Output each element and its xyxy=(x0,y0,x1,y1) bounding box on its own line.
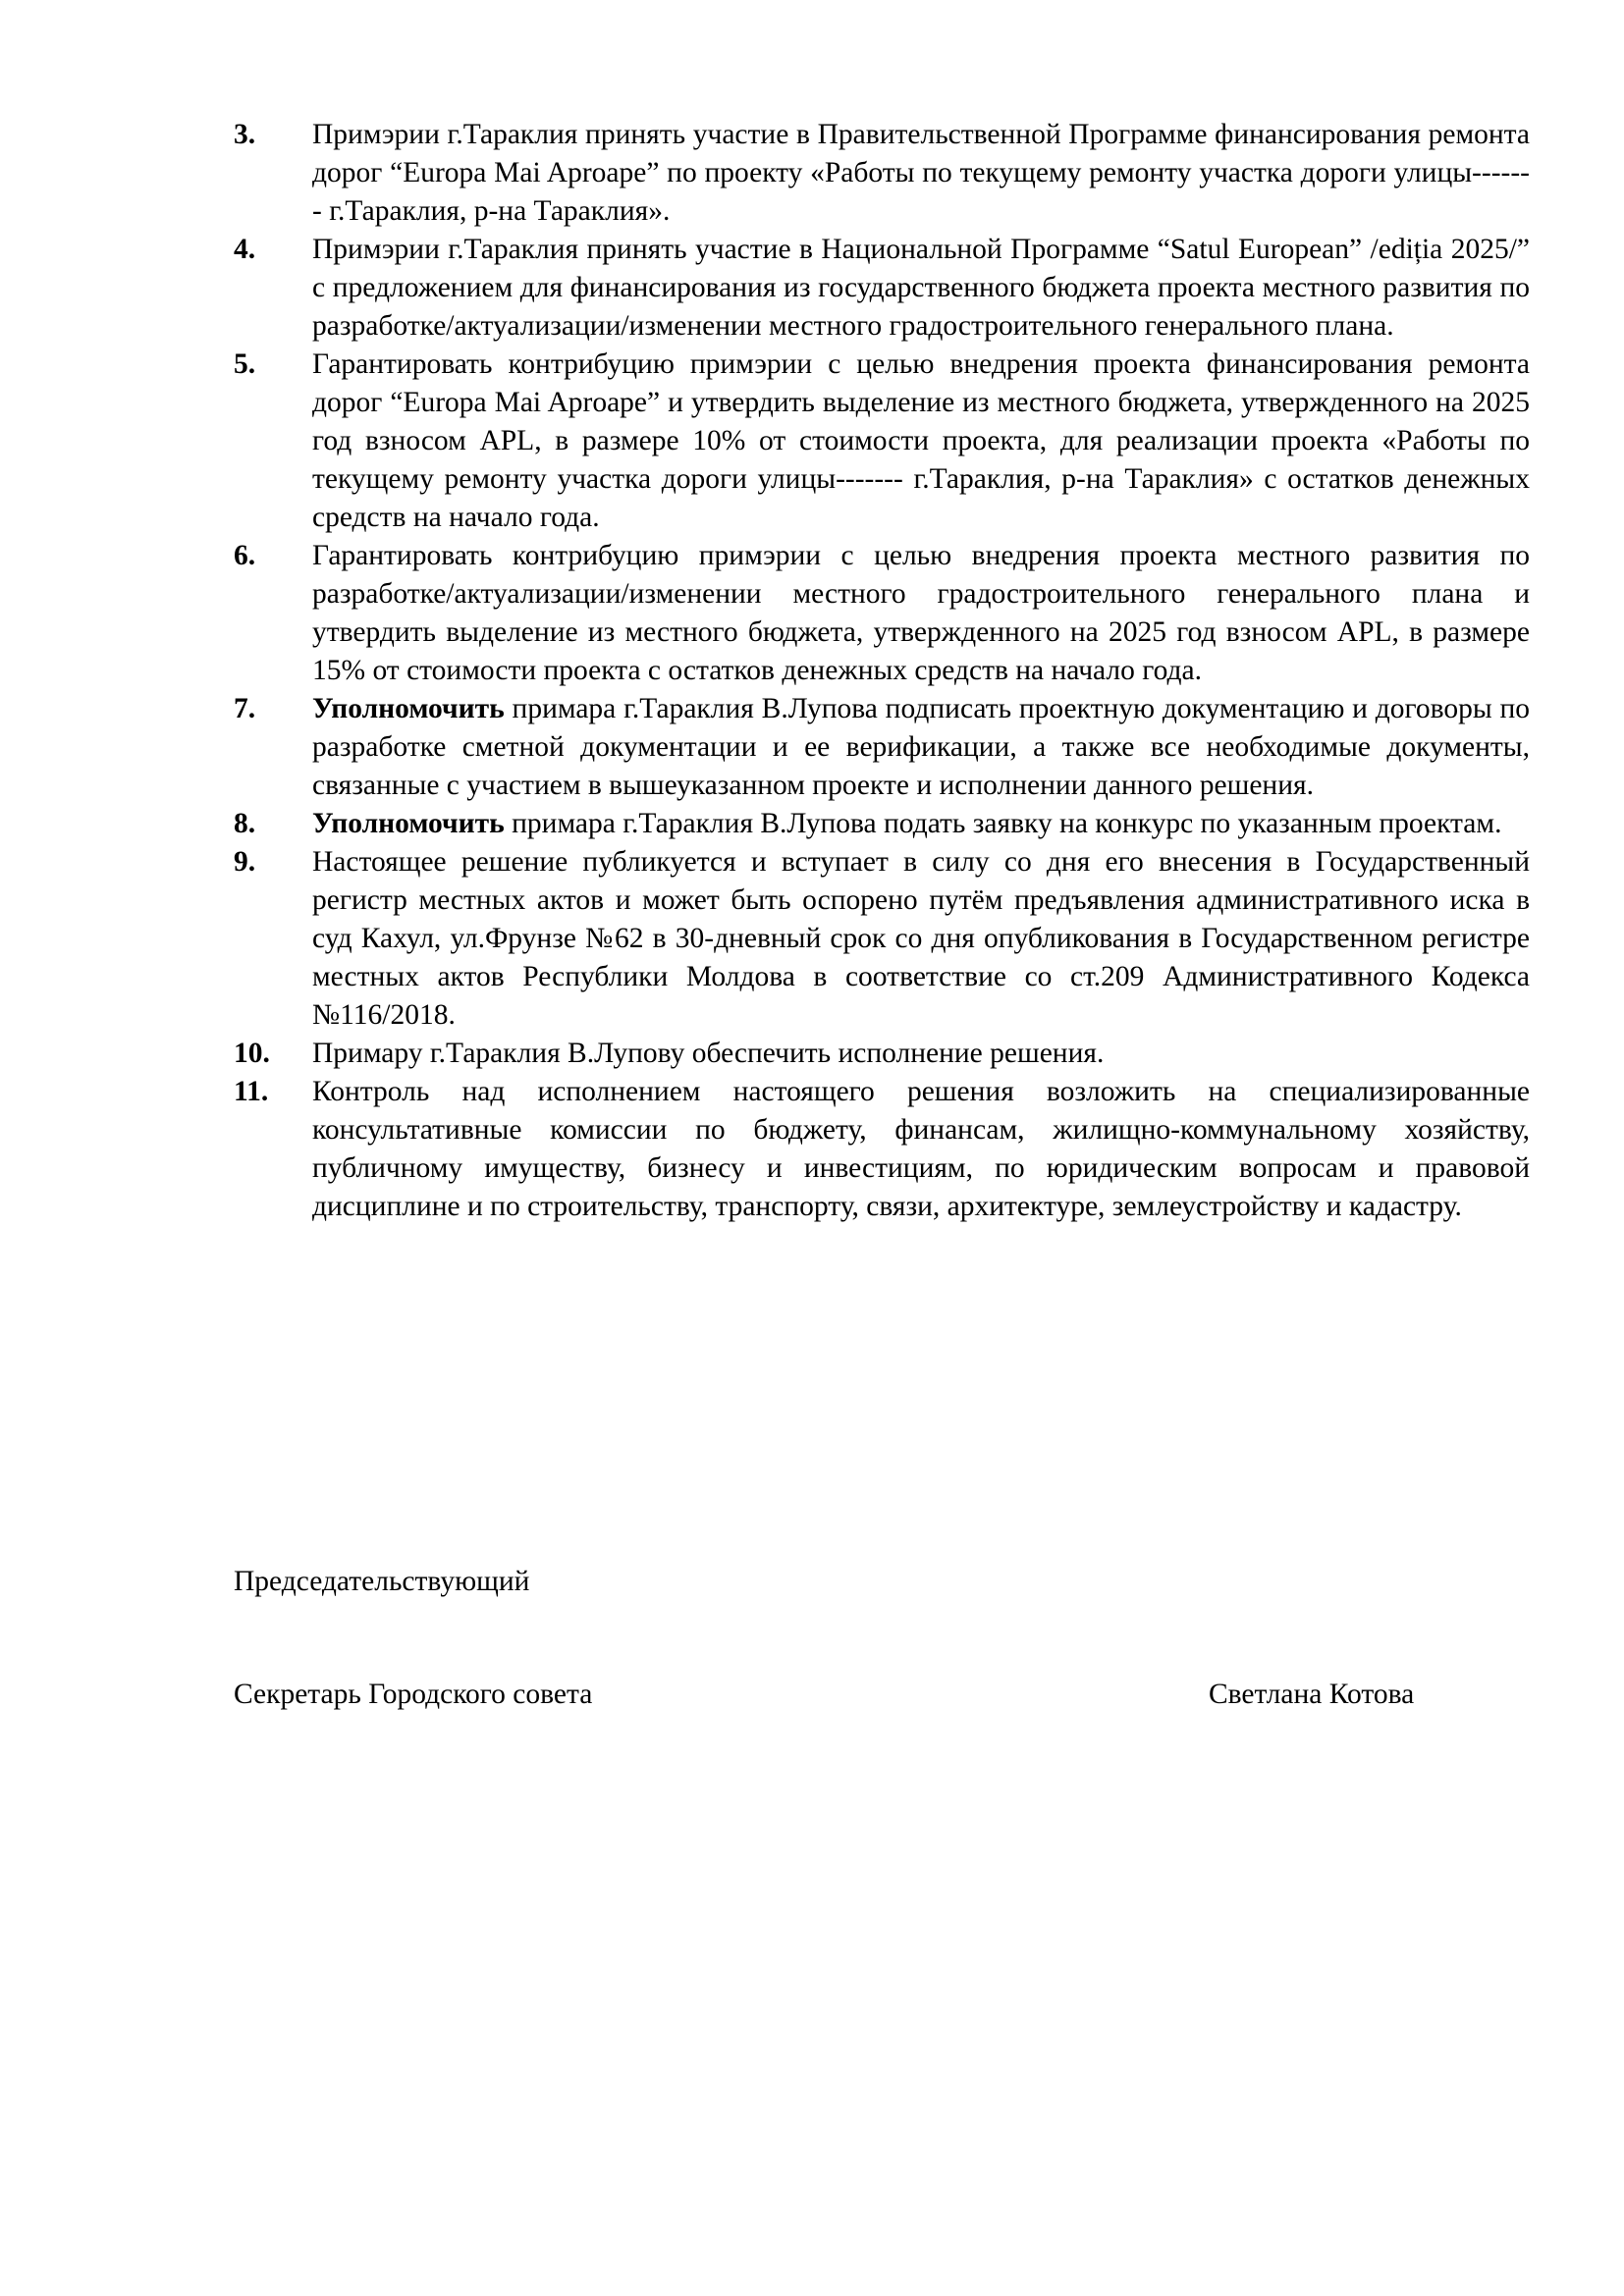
item-number: 11. xyxy=(234,1076,269,1107)
item-number: 7. xyxy=(234,693,256,724)
decision-item-3 xyxy=(234,116,1530,231)
decision-item-6 xyxy=(234,537,1530,690)
item-text xyxy=(312,805,1530,843)
item-lead: Уполномочить xyxy=(312,808,505,839)
item-text xyxy=(312,1035,1530,1073)
item-text xyxy=(312,537,1530,690)
item-body: Примэрии г.Тараклия принять участие в Правительственной Программе финансирования ремонта дорог “Europa Mai Aproape” по проекту «Работы по текущему ремонту участка дороги улицы------- г.Тараклия, р-на Тараклия». xyxy=(312,119,1530,227)
chair-label: Председательствующий xyxy=(234,1566,530,1597)
item-body: примара г.Тараклия В.Лупова подписать проектную документацию и договоры по разработке сметной документации и ее верификации, а также все необходимые документы, связанные с участием в вышеуказанном проекте и исполнении данного решения. xyxy=(312,693,1530,801)
decision-item-5 xyxy=(234,346,1530,537)
item-number: 9. xyxy=(234,846,256,878)
item-number: 6. xyxy=(234,540,256,571)
item-body: Гарантировать контрибуцию примэрии с целью внедрения проекта финансирования ремонта дорог “Europa Mai Aproape” и утвердить выделение из местного бюджета, утвержденного на 2025 год взносом APL, в размере 10% от стоимости проекта, для реализации проекта «Работы по текущему ремонту участка дороги улицы------- г.Тараклия, р-на Тараклия» с остатков денежных средств на начало года. xyxy=(312,348,1530,533)
item-body: Настоящее решение публикуется и вступает в силу со дня его внесения в Государственный регистр местных актов и может быть оспорено путём предъявления административного иска в суд Кахул, ул.Фрунзе №62 в 30-дневный срок со дня опубликования в Государственном регистре местных актов Республики Молдова в соответствие со ст.209 Административного Кодекса №116/2018. xyxy=(312,846,1530,1031)
item-body: Примэрии г.Тараклия принять участие в Национальной Программе “Satul European” /ediția 2025/” с предложением для финансирования из государственного бюджета проекта местного развития по разработке/актуализации/изменении местного градостроительного генерального плана. xyxy=(312,234,1530,342)
decision-item-10 xyxy=(234,1035,1530,1073)
item-number: 4. xyxy=(234,234,256,265)
item-text xyxy=(312,231,1530,346)
item-number: 8. xyxy=(234,808,256,839)
item-text xyxy=(312,346,1530,537)
decision-points-list xyxy=(234,116,1530,1226)
item-text xyxy=(312,1073,1530,1226)
item-body: Контроль над исполнением настоящего решения возложить на специализированные консультативные комиссии по бюджету, финансам, жилищно-коммунальному хозяйству, публичному имуществу, бизнесу и инвестициям, по юридическим вопросам и правовой дисциплине и по строительству, транспорту, связи, архитектуре, землеустройству и кадастру. xyxy=(312,1076,1530,1222)
decision-item-7 xyxy=(234,690,1530,805)
item-body: примара г.Тараклия В.Лупова подать заявку на конкурс по указанным проектам. xyxy=(504,808,1502,839)
decision-item-9 xyxy=(234,843,1530,1035)
item-number: 5. xyxy=(234,348,256,380)
item-text xyxy=(312,843,1530,1035)
secretary-label: Секретарь Городского совета xyxy=(234,1679,593,1710)
item-lead: Уполномочить xyxy=(312,693,505,724)
item-body: Примару г.Тараклия В.Лупову обеспечить исполнение решения. xyxy=(312,1038,1105,1069)
item-number: 10. xyxy=(234,1038,270,1069)
item-body: Гарантировать контрибуцию примэрии с целью внедрения проекта местного развития по разработке/актуализации/изменении местного градостроительного генерального плана и утвердить выделение из местного бюджета, утвержденного на 2025 год взносом APL, в размере 15% от стоимости проекта с остатков денежных средств на начало года. xyxy=(312,540,1530,686)
secretary-name: Светлана Котова xyxy=(1209,1679,1415,1710)
item-text xyxy=(312,690,1530,805)
decision-item-11 xyxy=(234,1073,1530,1226)
item-number: 3. xyxy=(234,119,256,150)
decision-item-8 xyxy=(234,805,1530,843)
item-text xyxy=(312,116,1530,231)
decision-item-4 xyxy=(234,231,1530,346)
